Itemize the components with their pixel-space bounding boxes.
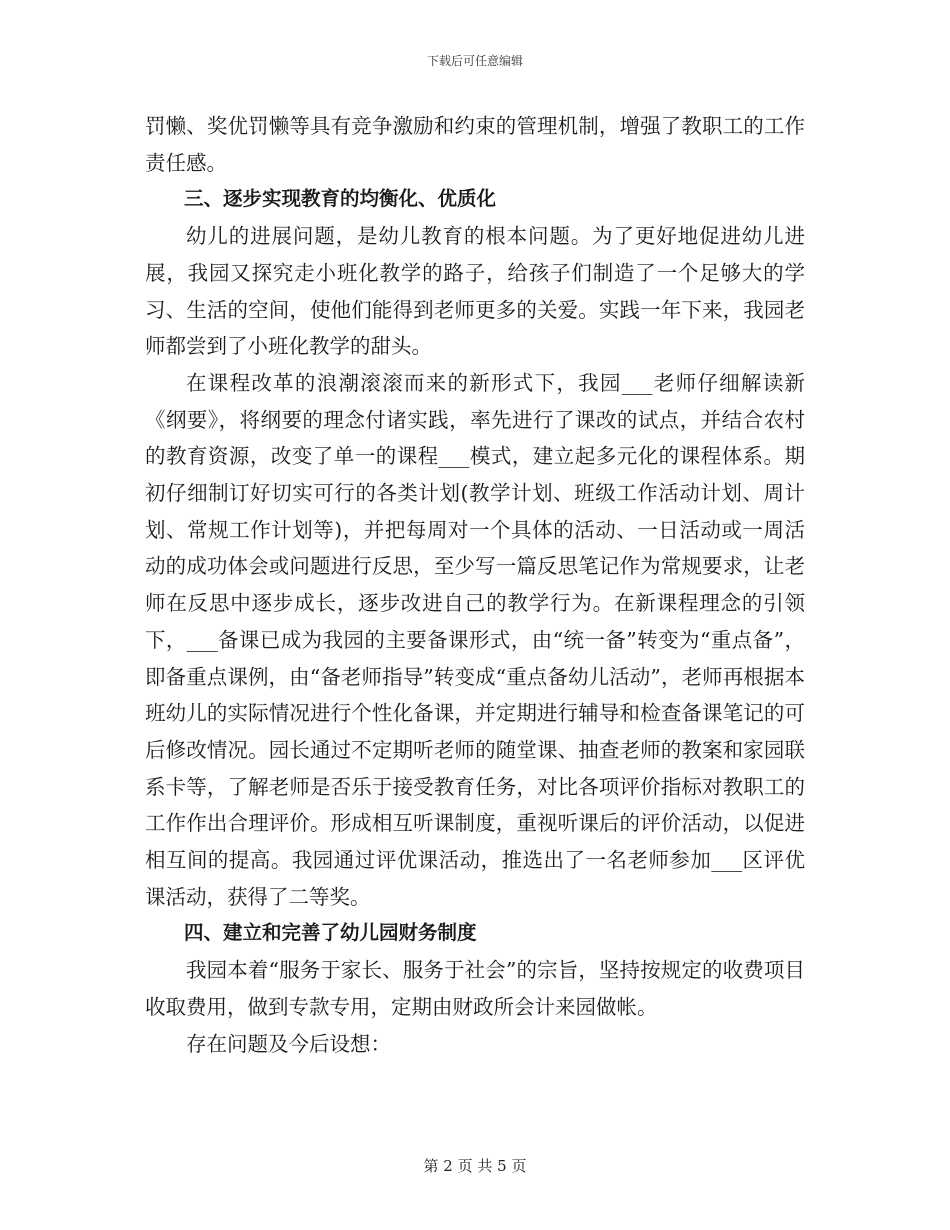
section-heading-3: 三、逐步实现教育的均衡化、优质化: [184, 187, 497, 211]
paragraph-problems: 存在问题及今后设想：: [186, 1031, 391, 1056]
paragraph-small-class: 幼儿的进展问题，是幼儿教育的根本问题。为了更好地促进幼儿进展，我园又探究走小班化教学的路子，给孩子们制造了一个足够大的学习、生活的空间，使他们能得到老师更多的关爱。实践一年下来，我园老师都尝到了小班化教学的甜头。: [145, 224, 805, 359]
paragraph-continuation: 罚懒、奖优罚懒等具有竞争激励和约束的管理机制，增强了教职工的工作责任感。: [145, 114, 805, 175]
paragraph-curriculum-reform: 在课程改革的浪潮滚滚而来的新形式下，我园___老师仔细解读新《纲要》，将纲要的理念付诸实践，率先进行了课改的试点，并结合农村的教育资源，改变了单一的课程___模式，建立起多元化的课程体系。期初仔细制订好切实可行的各类计划(教学计划、班级工作活动计划、周计划、常规工作计划等)，并把每周对一个具体的活动、一日活动或一周活动的成功体会或问题进行反思，至少写一篇反思笔记作为常规要求，让老师在反思中逐步成长，逐步改进自己的教学行为。在新课程理念的引领下，___备课已成为我园的主要备课形式，由“统一备”转变为“重点备”，即备重点课例，由“备老师指导”转变成“重点备幼儿活动”，老师再根据本班幼儿的实际情况进行个性化备课，并定期进行辅导和检查备课笔记的可后修改情况。园长通过不定期听老师的随堂课、抽查老师的教案和家园联系卡等，了解老师是否乐于接受教育任务，对比各项评价指标对教职工的工作作出合理评价。形成相互听课制度，重视听课后的评价活动，以促进相互间的提高。我园通过评优课活动，推选出了一名老师参加___区评优课活动，获得了二等奖。: [145, 370, 805, 909]
document-body: [145, 108, 805, 1062]
page-footer: 第 2 页 共 5 页: [423, 1157, 527, 1175]
paragraph-finance: 我园本着“服务于家长、服务于社会”的宗旨，坚持按规定的收费项目收取费用，做到专款专用，定期由财政所会计来园做帐。: [145, 958, 805, 1019]
page-header: 下载后可任意编辑: [426, 54, 523, 68]
section-heading-4: 四、建立和完善了幼儿园财务制度: [184, 921, 477, 945]
